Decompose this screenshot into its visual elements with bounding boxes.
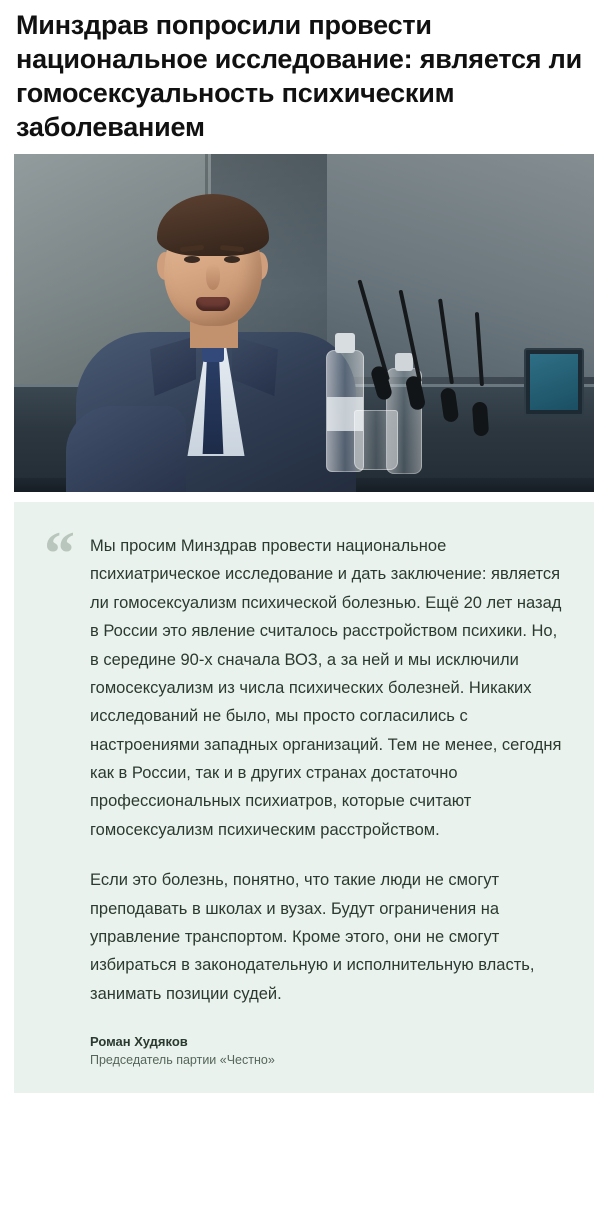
photo-monitor xyxy=(524,348,584,416)
photo-speaker-eye-right xyxy=(224,256,240,263)
photo-microphone-head xyxy=(472,402,489,437)
photo-wall-right xyxy=(327,154,594,377)
photo-bottle-cap xyxy=(395,353,413,371)
photo-bottle-cap xyxy=(335,333,355,353)
article-photo xyxy=(14,154,594,492)
photo-monitor-screen xyxy=(530,354,578,410)
quote-block xyxy=(14,502,594,1093)
photo-speaker-mouth xyxy=(196,297,230,311)
quote-paragraph: Мы просим Минздрав провести национальное психиатрическое исследование и дать заключение: является ли гомосексуализм психической болезнью. Ещё 20 лет назад в России это явление считалось расстройством психики. Но, в середине 90-х сначала ВОЗ, а за ней и мы исключили гомосексуализм из числа психических болезней. Никаких исследований не было, мы просто согласились с настроениями западных организаций. Тем не менее, сегодня как в России, так и в других странах достаточно профессиональных психиатров, которые считают гомосексуализм психическим расстройством. xyxy=(90,537,562,839)
quote-author-name: Роман Худяков xyxy=(90,1034,188,1050)
photo-background xyxy=(14,154,594,492)
quote-paragraph: Если это болезнь, понятно, что такие люди не смогут преподавать в школах и вузах. Будут ограничения на управление транспортом. Кроме этого, они не смогут избираться в законодательную и исполнительную власть, занимать позиции судей. xyxy=(90,871,535,1003)
page-title: Минздрав попросили провести национальное исследование: является ли гомосексуальность психическим заболеванием xyxy=(16,10,583,143)
quote-inner xyxy=(44,520,564,1068)
quote-author-role: Председатель партии «Честно» xyxy=(90,1053,275,1068)
photo-drinking-glass xyxy=(354,410,398,470)
article-page xyxy=(0,8,608,1109)
photo-speaker-eye-left xyxy=(184,256,200,263)
quote-mark-icon: “ xyxy=(44,520,75,589)
photo-speaker-nose xyxy=(206,264,220,290)
photo-speaker-arm xyxy=(66,406,186,492)
